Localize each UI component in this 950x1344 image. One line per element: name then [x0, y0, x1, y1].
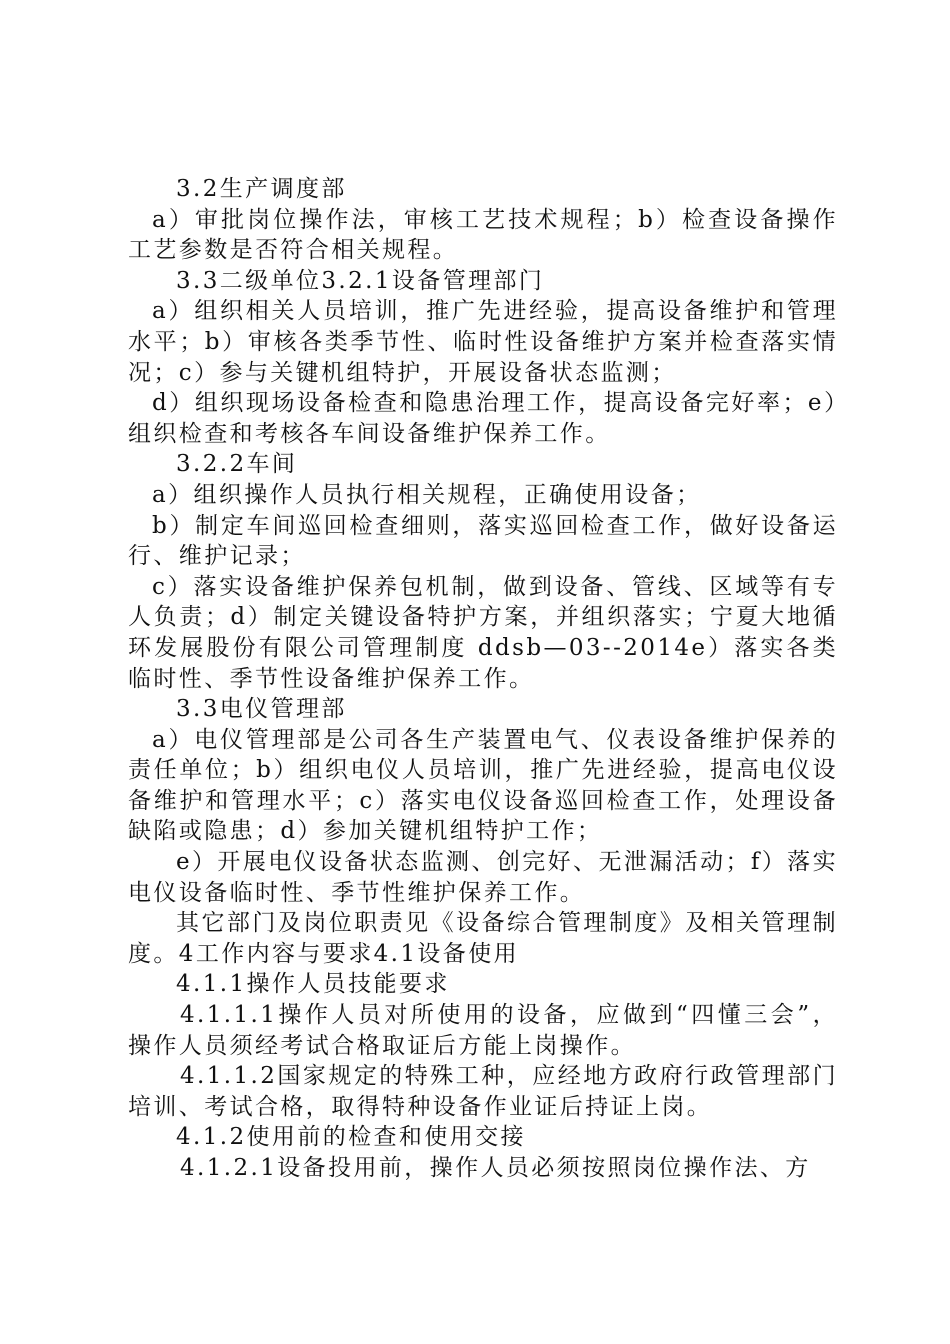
section-heading: 4.1.1操作人员技能要求 — [176, 971, 450, 998]
section-heading: 3.3电仪管理部 — [176, 696, 347, 723]
section-heading: 3.2生产调度部 — [176, 176, 347, 202]
section-heading: 3.2.2车间 — [176, 451, 298, 478]
paragraph: a）审批岗位操作法，审核工艺技术规程；b）检查设备操作工艺参数是否符合相关规程。 — [128, 206, 838, 264]
paragraph: 其它部门及岗位职责见《设备综合管理制度》及相关管理制度。4工作内容与要求4.1设备使用 — [128, 910, 838, 967]
paragraph: b）制定车间巡回检查细则，落实巡回检查工作，做好设备运行、维护记录； — [128, 512, 838, 570]
paragraph: 4.1.2.1设备投用前，操作人员必须按照岗位操作法、方 — [180, 1155, 811, 1181]
paragraph: d）组织现场设备检查和隐患治理工作，提高设备完好率；e）组织检查和考核各车间设备维护保养工作。 — [128, 390, 838, 447]
paragraph: a）组织操作人员执行相关规程，正确使用设备； — [152, 481, 702, 508]
section-heading: 4.1.2使用前的检查和使用交接 — [176, 1124, 526, 1151]
paragraph: a）组织相关人员培训，推广先进经验，提高设备维护和管理水平；b）审核各类季节性、临时性设备维护方案并检查落实情况；c）参与关键机组特护，开展设备状态监测； — [128, 298, 838, 386]
paragraph: 4.1.1.1操作人员对所使用的设备，应做到“四懂三会”，操作人员须经考试合格取证后方能上岗操作。 — [128, 1002, 838, 1059]
paragraph: 4.1.1.2国家规定的特殊工种，应经地方政府行政管理部门培训、考试合格，取得特种设备作业证后持证上岗。 — [128, 1063, 838, 1120]
document-body — [128, 174, 838, 1184]
section-heading: 3.3二级单位3.2.1设备管理部门 — [176, 267, 545, 294]
paragraph: c）落实设备维护保养包机制，做到设备、管线、区域等有专人负责；d）制定关键设备特护方案，并组织落实；宁夏大地循环发展股份有限公司管理制度 ddsb—03--2014e）落实各类临时性、季节性设备维护保养工作。 — [128, 573, 838, 692]
paragraph: e）开展电仪设备状态监测、创完好、无泄漏活动；f）落实电仪设备临时性、季节性维护保养工作。 — [128, 849, 838, 906]
paragraph: a）电仪管理部是公司各生产装置电气、仪表设备维护保养的责任单位；b）组织电仪人员培训，推广先进经验，提高电仪设备维护和管理水平；c）落实电仪设备巡回检查工作，处理设备缺陷或隐患；d）参加关键机组特护工作； — [128, 726, 838, 845]
